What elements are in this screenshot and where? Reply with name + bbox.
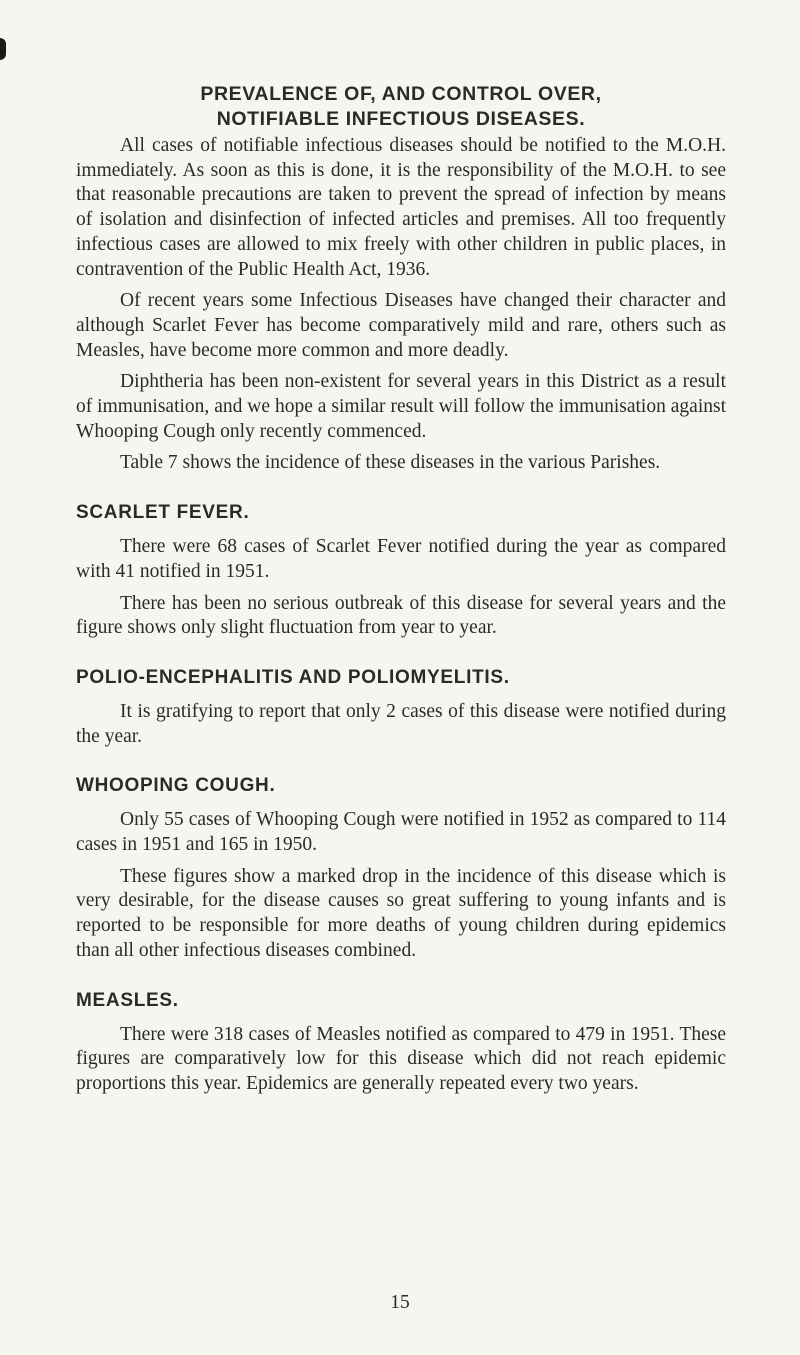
binding-hole-mark [0,38,6,60]
document-page [76,82,726,1097]
polio-paragraph-1: It is gratifying to report that only 2 cases of this disease were notified during the year. [76,700,726,747]
title-line-2: NOTIFIABLE INFECTIOUS DISEASES. [216,108,586,130]
measles-paragraph-1: There were 318 cases of Measles notified as compared to 479 in 1951. These figures are comparatively low for this disease which did not reach epidemic proportions this year. Epidemics are generally repeated every two years. [76,1023,726,1094]
intro-paragraph-4: Table 7 shows the incidence of these diseases in the various Parishes. [120,452,661,474]
heading-whooping-cough: WHOOPING COUGH. [76,775,276,797]
whooping-paragraph-1: Only 55 cases of Whooping Cough were notified in 1952 as compared to 114 cases in 1951 and 165 in 1950. [76,809,726,856]
heading-measles: MEASLES. [76,989,179,1011]
heading-scarlet-fever: SCARLET FEVER. [76,502,250,524]
intro-paragraph-2: Of recent years some Infectious Diseases have changed their character and although Scarlet Fever has become comparatively mild and rare, others such as Measles, have become more common and more deadly. [76,290,726,361]
scarlet-paragraph-1: There were 68 cases of Scarlet Fever notified during the year as compared with 41 notified in 1951. [76,536,726,582]
intro-paragraph-1: All cases of notifiable infectious diseases should be notified to the M.O.H. immediately. As soon as this is done, it is the responsibility of the M.O.H. to see that reasonable precautions are taken to prevent the spread of infection by means of isolation and disinfection of infected articles and premises. All too frequently infectious cases are allowed to mix freely with other children in public places, in contravention of the Public Health Act, 1936. [76,135,726,280]
heading-polio: POLIO-ENCEPHALITIS AND POLIOMYELITIS. [76,666,510,688]
scarlet-paragraph-2: There has been no serious outbreak of this disease for several years and the figure shows only slight fluctuation from year to year. [76,592,726,639]
intro-paragraph-3: Diphtheria has been non-existent for several years in this District as a result of immunisation, and we hope a similar result will follow the immunisation against Whooping Cough only recently commenced. [76,371,726,442]
whooping-paragraph-2: These figures show a marked drop in the incidence of this disease which is very desirable, for the disease causes so great suffering to young infants and is reported to be responsible for more deaths of young children during epidemics than all other infectious diseases combined. [76,865,726,961]
title-line-1: PREVALENCE OF, AND CONTROL OVER, [200,83,602,105]
page-number: 15 [390,1292,410,1313]
document-title [76,82,726,132]
